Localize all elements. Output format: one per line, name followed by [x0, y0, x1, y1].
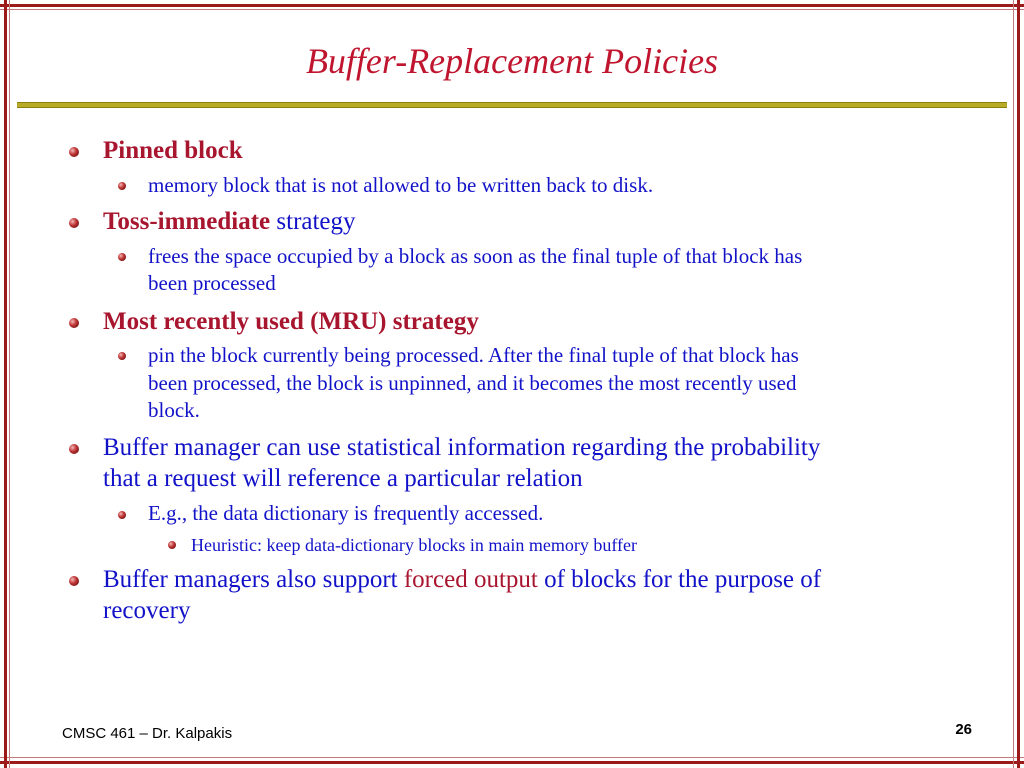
bullet-icon	[69, 444, 79, 454]
sub-bullet-icon	[118, 182, 126, 190]
sub-bullet-mru-line-2: been processed, the block is unpinned, and it becomes the most recently used	[148, 371, 797, 395]
toss-immediate-rest: strategy	[276, 208, 356, 235]
sub-bullet-data-dictionary: E.g., the data dictionary is frequently accessed.	[148, 501, 544, 525]
bullet-icon	[69, 218, 79, 228]
sub-bullet-mru-line-3: block.	[148, 398, 200, 422]
frame-left-inner	[9, 0, 10, 768]
sub-sub-bullet-icon	[168, 541, 176, 549]
frame-top	[0, 4, 1024, 7]
sub-bullet-toss-line-2: been processed	[148, 271, 276, 295]
sub-bullet-pinned-def: memory block that is not allowed to be written back to disk.	[148, 173, 654, 197]
slide-title: Buffer-Replacement Policies	[305, 41, 719, 81]
sub-bullet-icon	[118, 253, 126, 261]
forced-output-term: forced output	[403, 566, 538, 593]
forced-output-post: of blocks for the purpose of	[544, 566, 822, 593]
sub-bullet-icon	[118, 352, 126, 360]
bullet-mru: Most recently used (MRU) strategy	[103, 308, 479, 335]
slide-number: 26	[955, 721, 972, 738]
bullet-statistics-line-2: that a request will reference a particular relation	[103, 465, 583, 492]
sub-bullet-mru-line-1: pin the block currently being processed. After the final tuple of that block has	[148, 343, 799, 367]
bullet-icon	[69, 147, 79, 157]
frame-right	[1017, 0, 1020, 768]
sub-bullet-icon	[118, 511, 126, 519]
bullet-forced-output-line-2: recovery	[103, 597, 191, 624]
bullet-icon	[69, 576, 79, 586]
frame-bottom	[0, 761, 1024, 764]
bullet-toss-immediate	[103, 206, 356, 237]
forced-output-pre: Buffer managers also support	[103, 566, 398, 593]
bullet-pinned-block: Pinned block	[103, 137, 243, 164]
bullet-forced-output-line-1	[103, 564, 821, 595]
frame-bottom-inner	[0, 757, 1024, 758]
bullet-statistics-line-1: Buffer manager can use statistical information regarding the probability	[103, 434, 821, 461]
footer-course: CMSC 461 – Dr. Kalpakis	[62, 725, 233, 742]
frame-left	[4, 0, 7, 768]
sub-bullet-toss-line-1: frees the space occupied by a block as soon as the final tuple of that block has	[148, 244, 803, 268]
toss-immediate-term: Toss-immediate	[103, 208, 271, 235]
bullet-icon	[69, 318, 79, 328]
sub-sub-bullet-heuristic: Heuristic: keep data-dictionary blocks in main memory buffer	[191, 535, 638, 555]
title-rule	[17, 102, 1007, 108]
frame-top-inner	[0, 9, 1024, 10]
frame-right-inner	[1013, 0, 1014, 768]
